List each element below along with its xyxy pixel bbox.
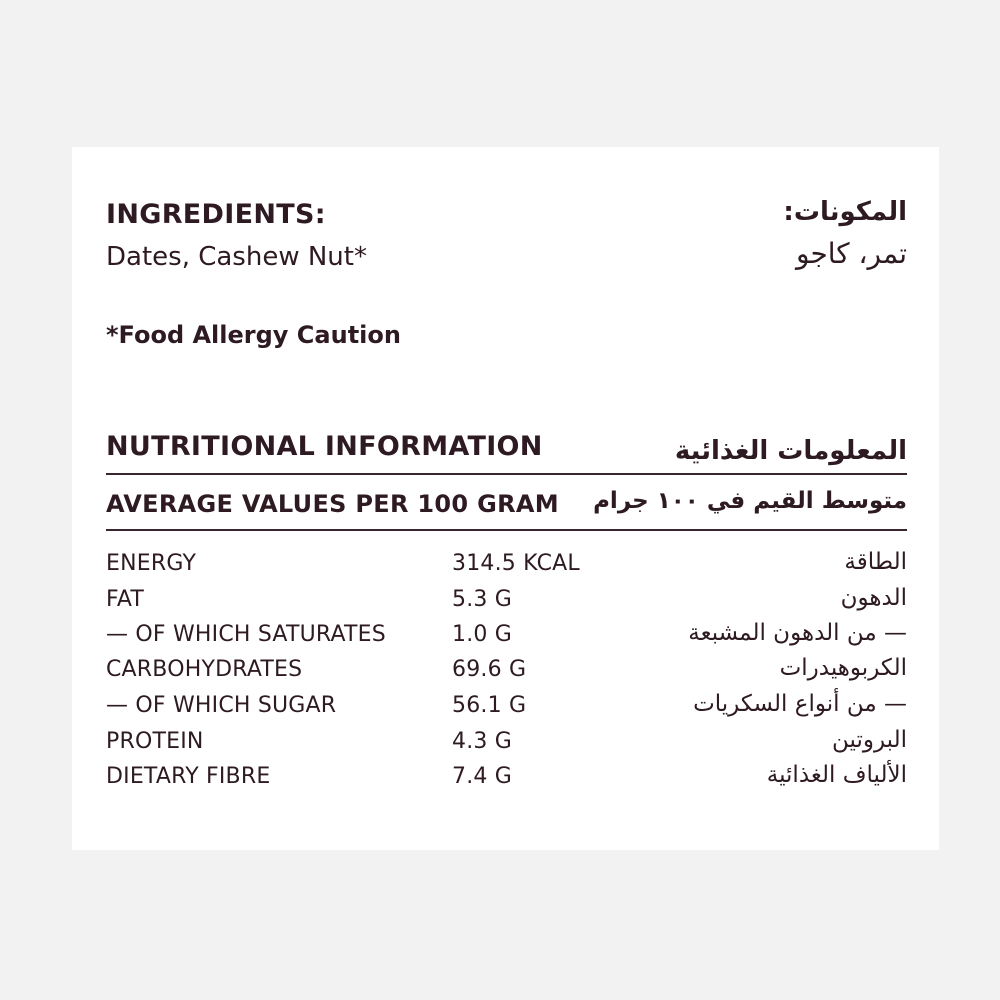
- row-value: 7.4 G: [452, 764, 513, 789]
- row-label-en: DIETARY FIBRE: [106, 764, 271, 789]
- row-label-ar: — من الدهون المشبعة: [688, 620, 907, 646]
- row-value: 1.0 G: [452, 622, 513, 647]
- row-label-en: ENERGY: [106, 551, 197, 576]
- nutrition-heading-en: NUTRITIONAL INFORMATION: [106, 431, 543, 462]
- row-label-ar: الكربوهيدرات: [779, 655, 907, 681]
- ingredients-heading-en: INGREDIENTS:: [106, 199, 326, 230]
- row-value: 56.1 G: [452, 693, 527, 718]
- average-values-heading-en: AVERAGE VALUES PER 100 GRAM: [106, 490, 559, 518]
- row-label-en: PROTEIN: [106, 729, 204, 754]
- heading-divider: [106, 473, 907, 475]
- nutrition-heading-ar: المعلومات الغذائية: [674, 436, 907, 466]
- row-label-en: — OF WHICH SUGAR: [106, 693, 337, 718]
- allergy-caution: *Food Allergy Caution: [106, 321, 401, 349]
- ingredients-heading-ar: المكونات:: [783, 197, 907, 227]
- row-value: 4.3 G: [452, 729, 513, 754]
- row-label-en: CARBOHYDRATES: [106, 657, 303, 682]
- row-label-ar: الألياف الغذائية: [766, 762, 907, 788]
- ingredients-text-ar: تمر، كاجو: [795, 237, 907, 270]
- ingredients-text-en: Dates, Cashew Nut*: [106, 242, 367, 272]
- row-label-ar: الطاقة: [844, 549, 907, 575]
- subheading-divider: [106, 529, 907, 531]
- average-values-heading-ar: متوسط القيم في ١٠٠ جرام: [593, 488, 907, 514]
- row-value: 5.3 G: [452, 587, 513, 612]
- row-value: 314.5 KCAL: [452, 551, 580, 576]
- row-label-ar: — من أنواع السكريات: [693, 691, 907, 717]
- row-label-en: FAT: [106, 587, 145, 612]
- row-label-ar: الدهون: [840, 585, 907, 611]
- row-value: 69.6 G: [452, 657, 527, 682]
- row-label-en: — OF WHICH SATURATES: [106, 622, 386, 647]
- row-label-ar: البروتين: [832, 727, 907, 753]
